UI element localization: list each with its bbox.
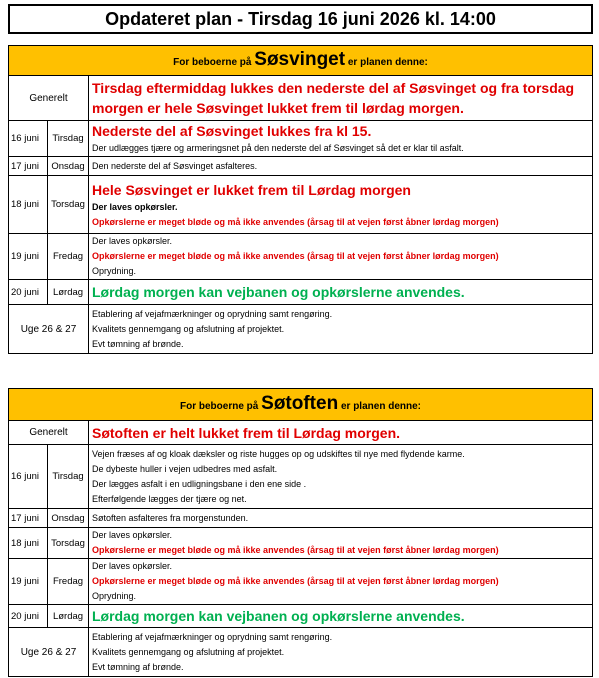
row-line: Etablering af vejafmærkninger og oprydning samt rengøring.	[92, 308, 333, 319]
row-content	[89, 605, 593, 628]
row-warning: Opkørslerne er meget bløde og må ikke anvendes (årsag til at vejen først åbner lørdag morgen)	[92, 576, 499, 586]
row-day: Fredag	[48, 234, 89, 280]
plan-table-sosvinget	[8, 45, 593, 354]
section-header	[9, 389, 593, 421]
row-line: Evt tømning af brønde.	[92, 661, 184, 672]
row-day: Lørdag	[48, 605, 89, 628]
row-warning: Opkørslerne er meget bløde og må ikke anvendes (årsag til at vejen først åbner lørdag morgen)	[92, 545, 499, 555]
row-day: Torsdag	[48, 176, 89, 234]
row-date: 20 juni	[9, 605, 48, 628]
row-day: Lørdag	[48, 280, 89, 305]
table-row	[9, 121, 593, 157]
table-row	[9, 559, 593, 605]
row-day: Fredag	[48, 559, 89, 605]
row-highlight: Nederste del af Søsvinget lukkes fra kl 15.	[92, 123, 372, 139]
row-day: Tirsdag	[48, 445, 89, 509]
row-highlight: Hele Søsvinget er lukket frem til Lørdag morgen	[92, 181, 411, 198]
row-date: 17 juni	[9, 157, 48, 176]
header-prefix: For beboerne på	[173, 56, 252, 68]
row-line: Der udlægges tjære og armeringsnet på den nederste del af Søsvinget så det er klar til asfalt.	[92, 143, 464, 153]
row-date: 19 juni	[9, 234, 48, 280]
table-row	[9, 628, 593, 677]
row-line: Evt tømning af brønde.	[92, 338, 184, 349]
row-day: Tirsdag	[48, 121, 89, 157]
row-content	[89, 445, 593, 509]
row-date: 16 juni	[9, 121, 48, 157]
plan-table-sotoften	[8, 388, 593, 677]
row-line: Der lægges asfalt i en udligningsbane i den ene side .	[92, 478, 307, 489]
street-name: Søtoften	[261, 392, 339, 414]
row-content	[89, 234, 593, 280]
row-line: Etablering af vejafmærkninger og oprydning samt rengøring.	[92, 631, 333, 642]
page-title: Opdateret plan - Tirsdag 16 juni 2026 kl. 14:00	[8, 4, 593, 34]
row-content	[89, 157, 593, 176]
row-line: Den nederste del af Søsvinget asfalteres.	[92, 160, 258, 171]
table-row	[9, 305, 593, 354]
row-line: Søtoften asfalteres fra morgenstunden.	[92, 512, 249, 523]
row-line: Efterfølgende lægges der tjære og net.	[92, 493, 247, 504]
row-date: 18 juni	[9, 528, 48, 559]
row-day: Onsdag	[48, 509, 89, 528]
row-content	[89, 280, 593, 305]
row-line: Vejen fræses af og kloak dæksler og riste hugges op og udskiftes til nye med flydende karme.	[92, 448, 465, 459]
row-date: 17 juni	[9, 509, 48, 528]
header-suffix: er planen denne:	[347, 56, 428, 68]
uge-label: Uge 26 & 27	[9, 305, 89, 354]
table-row	[9, 528, 593, 559]
row-content	[89, 559, 593, 605]
row-content	[89, 121, 593, 157]
row-content	[89, 509, 593, 528]
table-row	[9, 445, 593, 509]
table-row	[9, 234, 593, 280]
generelt-label: Generelt	[9, 421, 89, 445]
section-header	[9, 46, 593, 76]
header-prefix: For beboerne på	[180, 400, 259, 412]
row-day: Torsdag	[48, 528, 89, 559]
row-line: Oprydning.	[92, 266, 137, 276]
row-warning: Opkørslerne er meget bløde og må ikke anvendes (årsag til at vejen først åbner lørdag morgen)	[92, 251, 499, 261]
row-line: Der laves opkørsler.	[92, 236, 173, 246]
row-line: Kvalitets gennemgang og afslutning af projektet.	[92, 646, 285, 657]
row-content	[89, 176, 593, 234]
row-warning: Opkørslerne er meget bløde og må ikke anvendes (årsag til at vejen først åbner lørdag morgen)	[92, 216, 499, 227]
row-line: Der laves opkørsler.	[92, 561, 173, 571]
table-row	[9, 509, 593, 528]
row-date: 20 juni	[9, 280, 48, 305]
row-line: Der laves opkørsler.	[92, 201, 178, 212]
row-date: 19 juni	[9, 559, 48, 605]
row-content	[89, 628, 593, 677]
row-date: 16 juni	[9, 445, 48, 509]
uge-label: Uge 26 & 27	[9, 628, 89, 677]
generelt-text: Søtoften er helt lukket frem til Lørdag morgen.	[89, 421, 593, 445]
row-highlight: Lørdag morgen kan vejbanen og opkørslerne anvendes.	[92, 284, 465, 300]
row-line: Oprydning.	[92, 591, 137, 601]
row-line: Der laves opkørsler.	[92, 530, 173, 540]
row-line: De dybeste huller i vejen udbedres med asfalt.	[92, 463, 278, 474]
row-content	[89, 528, 593, 559]
table-row	[9, 280, 593, 305]
table-row	[9, 157, 593, 176]
generelt-text: Tirsdag eftermiddag lukkes den nederste del af Søsvinget og fra torsdag morgen er hele Søsvinget lukket frem til lørdag morgen.	[89, 76, 593, 121]
street-name: Søsvinget	[254, 48, 346, 70]
row-date: 18 juni	[9, 176, 48, 234]
row-line: Kvalitets gennemgang og afslutning af projektet.	[92, 323, 285, 334]
table-row	[9, 176, 593, 234]
generelt-label: Generelt	[9, 76, 89, 121]
table-row	[9, 605, 593, 628]
row-highlight: Lørdag morgen kan vejbanen og opkørslerne anvendes.	[92, 608, 465, 624]
header-suffix: er planen denne:	[340, 400, 421, 412]
row-day: Onsdag	[48, 157, 89, 176]
row-content	[89, 305, 593, 354]
